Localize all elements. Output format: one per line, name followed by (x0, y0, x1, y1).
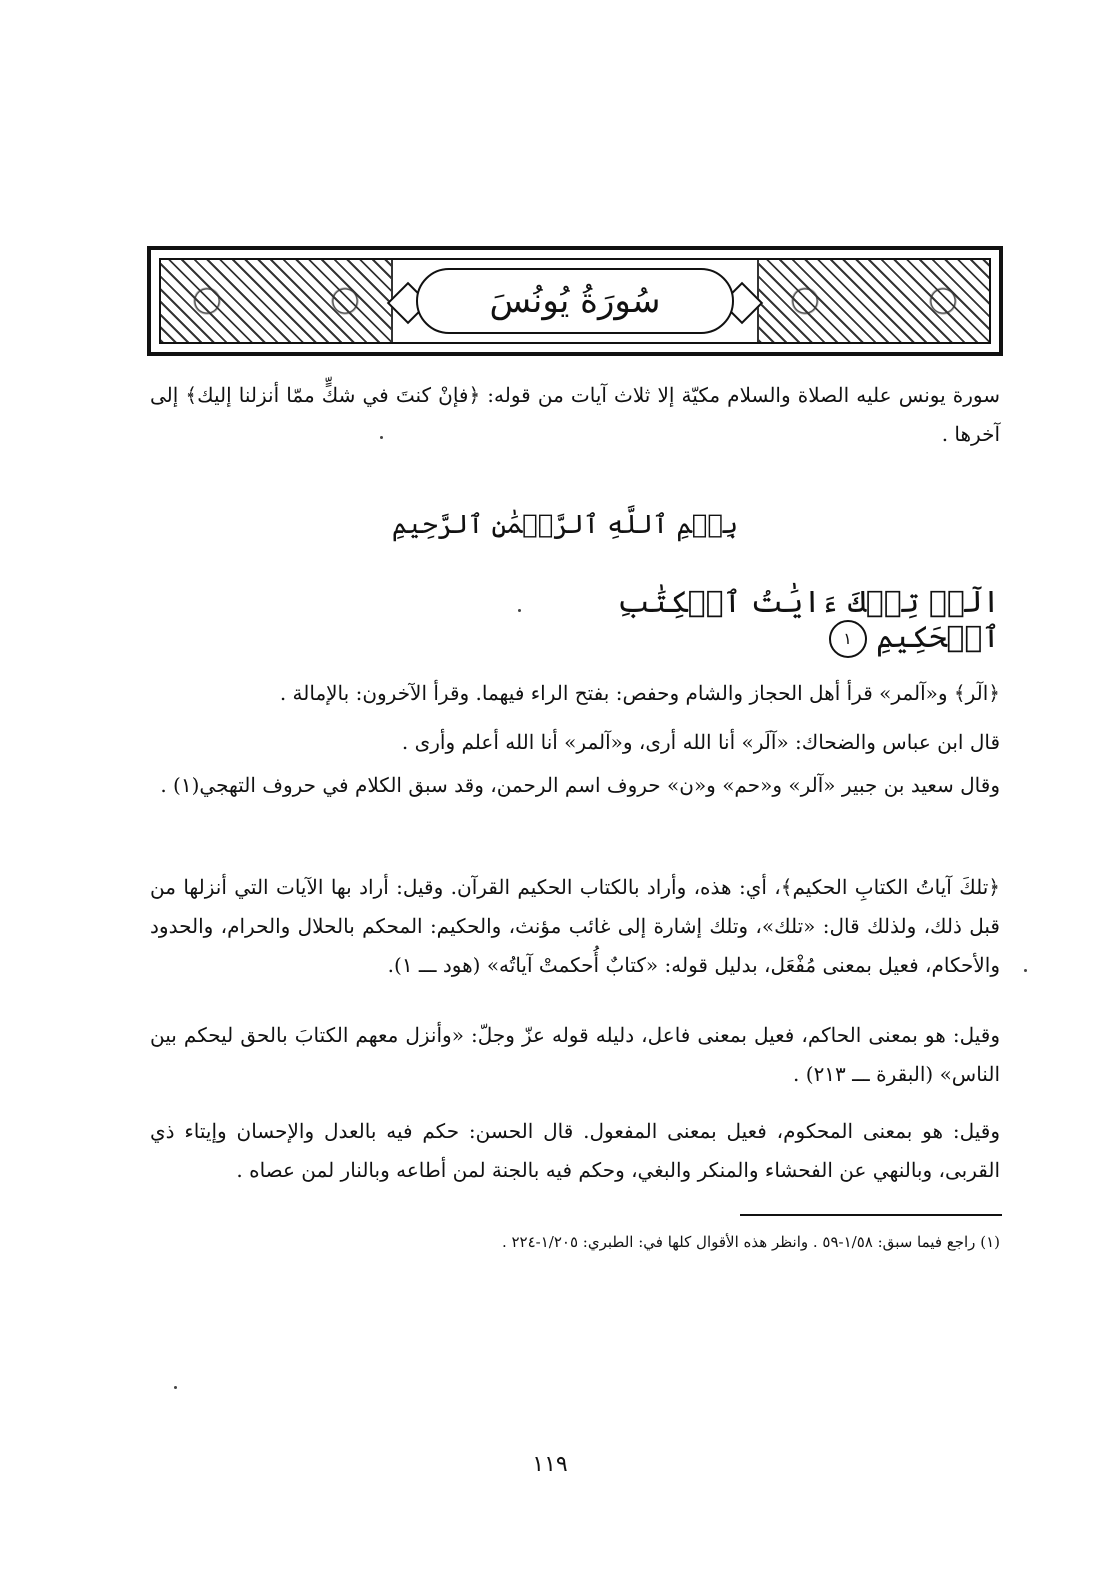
footnote-separator (740, 1214, 1002, 1216)
scan-speck (174, 1386, 177, 1389)
commentary-paragraph: وقيل: هو بمعنى الحاكم، فعيل بمعنى فاعل، دليله قوله عزّ وجلّ: «وأنزل معهم الكتابَ بالحق ليحكم بين الناس» (البقرة ـــ ٢١٣) . (150, 1023, 1000, 1086)
scan-speck (518, 609, 521, 612)
right-arabesque-ornament (757, 260, 989, 342)
surah-title: سُورَةُ يُونُسَ (489, 281, 661, 321)
verse-number-marker: ١ (829, 620, 867, 658)
footnote-text: راجع فيما سبق: ١/٥٨-٥٩ . وانظر هذه الأقوال كلها في: الطبري: ١/٢٠٥-٢٢٤ . (501, 1233, 976, 1251)
commentary-paragraph: وقيل: هو بمعنى المحكوم، فعيل بمعنى المفعول. قال الحسن: حكم فيه بالعدل والإحسان وإيتاء ذي القربى، وبالنهي عن الفحشاء والمنكر والبغي، وحكم فيه بالجنة لمن أطاعه وبالنار لمن عصاه . (150, 1119, 1000, 1182)
commentary-paragraph: ﴿الٓر﴾ و«آلمر» قرأ أهل الحجاز والشام وحفص: بفتح الراء فيهما. وقرأ الآخرون: بالإمالة . (279, 681, 1000, 705)
surah-title-cartouche (416, 268, 734, 334)
left-arabesque-ornament (161, 260, 393, 342)
surah-header-inner-border (159, 258, 991, 344)
surah-header-frame (147, 246, 1003, 356)
basmala: بِسۡمِ ٱللَّهِ ٱلرَّحۡمَٰنِ ٱلرَّحِيمِ (391, 510, 739, 540)
commentary-paragraph: ﴿تلكَ آياتُ الكتابِ الحكيم﴾، أي: هذه، وأراد بالكتاب الحكيم القرآن. وقيل: أراد بها الآيات التي أنزلها من قبل ذلك، ولذلك قال: «تلك»، وتلك إشارة إلى غائب مؤنث، والحكيم: المحكم بالحلال والحرام، والحدود والأحكام، فعيل بمعنى مُفْعَل، بدليل قوله: «كتابٌ أُحكمتْ آياتُه» (هود ـــ ١). (150, 875, 1000, 977)
quran-verse (600, 585, 1000, 655)
scan-speck (1024, 969, 1027, 972)
footnote-marker: (١) (980, 1233, 1000, 1251)
verse-text: الٓرۚ تِلۡكَ ءَايَٰتُ ٱلۡكِتَٰبِ ٱلۡحَكِيمِ (617, 585, 1000, 655)
footnote (360, 1230, 1000, 1254)
page-number: ١١٩ (532, 1452, 568, 1477)
scan-speck (380, 436, 383, 439)
commentary-paragraph: قال ابن عباس والضحاك: «آلَر» أنا الله أرى، و«آلمر» أنا الله أعلم وأرى . (401, 730, 1000, 754)
commentary-paragraph: وقال سعيد بن جبير «آلر» و«حم» و«ن» حروف اسم الرحمن، وقد سبق الكلام في حروف التهجي(١) . (160, 773, 1000, 797)
intro-paragraph: سورة يونس عليه الصلاة والسلام مكيّة إلا ثلاث آيات من قوله: ﴿فإنْ كنتَ في شكٍّ ممّا أنزلنا إليك﴾ إلى آخرها . (150, 383, 1000, 446)
